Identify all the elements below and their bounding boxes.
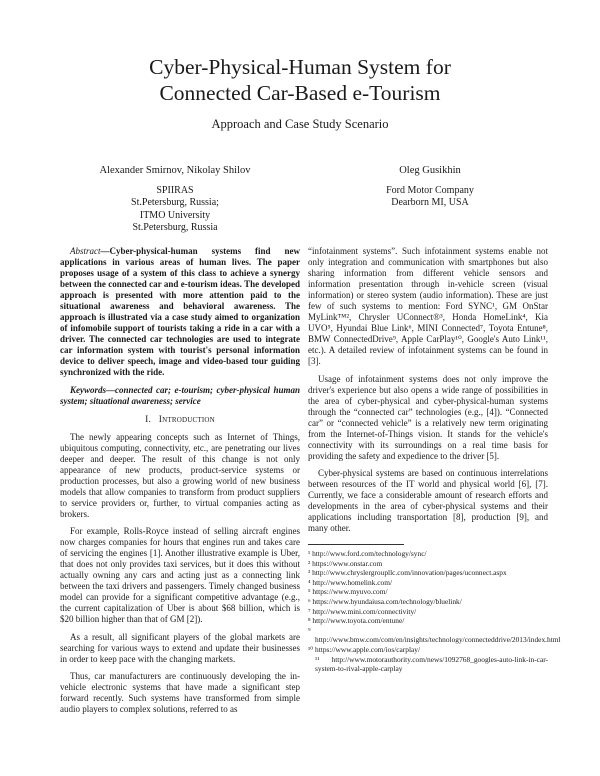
affiliation-line: SPIIRAS <box>156 184 194 196</box>
footnote: ⁸ http://www.toyota.com/entune/ <box>308 616 405 626</box>
body-paragraph: As a result, all significant players of the global markets are searching for various ways to extend and update their businesses in order to keep pace with the changing markets. <box>60 631 300 664</box>
footnote: ⁹ <box>308 625 311 635</box>
footnotes <box>308 549 561 674</box>
body-paragraph: Usage of infotainment systems does not only improve the driver's experience but also opens a wide range of possibilities in the area of cyber-physical and cyber-physical-human systems through the “connected car” technologies (e.g., [4]). “Connected car” or “connected vehicle” is a relatively new term originating from the Internet-of-Things vision. It stands for the vehicle's connectivity with its surroundings on a real time basis for providing the safety and expedience to the driver [5]. <box>308 373 548 461</box>
footnote: ¹⁰ https://www.apple.com/ios/carplay/ <box>308 644 421 654</box>
body-paragraph: Thus, car manufacturers are continuously developing the in-vehicle electronic systems that have made a significant step forward recently. Such systems have transformed from simple audio players to complex solutions, referred to as <box>60 671 300 714</box>
footnote: ¹¹ http://www.motorauthority.com/news/1092768_googles-auto-link-in-car-system-to-rival-apple-carplay <box>315 654 548 674</box>
footnote: ⁷ http://www.mini.com/connectivity/ <box>308 606 417 616</box>
author-names: Oleg Gusikhin <box>399 165 461 176</box>
body-paragraph: Cyber-physical systems are based on continuous interrelations between resources of the IT world and physical world [6], [7]. Currently, we face a considerable amount of research efforts and developments in the area of cyber-physical systems and their applications including transportation [8], production [9], and many other. <box>308 468 548 533</box>
affiliation-line: ITMO University <box>139 209 211 221</box>
footnote: ³ http://www.chryslergroupllc.com/innovation/pages/uconnect.aspx <box>308 568 507 578</box>
footnote-rule <box>308 544 404 545</box>
footnote: ¹ http://www.ford.com/technology/sync/ <box>308 549 427 558</box>
left-column <box>60 246 300 722</box>
keywords: Keywords—connected car; e-tourism; cyber-physical human system; situational awareness; service <box>60 384 300 406</box>
footnote: ⁶ https://www.hyundaiusa.com/technology/bluelink/ <box>308 596 462 606</box>
author-block-right <box>320 165 540 210</box>
author-names: Alexander Smirnov, Nikolay Shilov <box>99 165 251 176</box>
paper-title-line-2: Connected Car-Based e-Tourism <box>159 81 441 105</box>
section-number: I. <box>145 414 152 425</box>
author-block-left <box>60 165 290 235</box>
affiliation-line: St.Petersburg, Russia; <box>131 197 219 208</box>
right-column <box>308 246 561 674</box>
affiliation-line: St.Petersburg, Russia <box>132 222 218 233</box>
section-heading <box>60 415 300 426</box>
affiliation-line: Dearborn MI, USA <box>391 197 469 208</box>
footnote: http://www.bmw.com/com/en/insights/technology/connecteddrive/2013/index.html <box>315 635 561 645</box>
body-paragraph: The newly appearing concepts such as Internet of Things, ubiquitous computing, connectivity, etc., are penetrating our lives deeper and deeper. The result of this change is not only appearance of new products, product-service systems or production processes, but also a growing world of new business models that allow companies to transform from product suppliers to service providers or, further, to virtual companies acting as brokers. <box>60 431 300 519</box>
body-paragraph: For example, Rolls-Royce instead of selling aircraft engines now charges companies for hours that engines run and takes care of servicing the engines [1]. Another illustrative example is Uber, that does not only provides taxi services, but it does this without actually owning any cars and acting just as a connecting link between the taxi drivers and passengers. Timely changed business model can provide for a significant competitive advantage (e.g., the current capitalization of Uber is about $68 billion, which is $20 billion higher than that of GM [2]). <box>60 526 300 624</box>
affiliation-line: Ford Motor Company <box>386 184 474 196</box>
abstract <box>60 246 300 378</box>
footnote: ⁴ http://www.homelink.com/ <box>308 577 393 587</box>
footnote: ² https://www.onstar.com <box>308 558 383 568</box>
body-paragraph: “infotainment systems”. Such infotainment systems enable not only integration and communication with smartphones but also sharing information from different vehicle sensors and information presentation through in-vehicle screen (visual information) or stereo system (audio information). These are just few of such systems to mention: Ford SYNC¹, GM OnStar MyLink™², Chrysler UConnect®³, Honda HomeLink⁴, Kia UVO⁵, Hyundai Blue Link⁶, MINI Connected⁷, Toyota Entune⁸, BMW ConnectedDrive⁹, Apple CarPlay¹⁰, Google's Auto Link¹¹, etc.). A detailed review of infotainment systems can be found in [3]. <box>308 246 548 366</box>
abstract-text: —Cyber-physical-human systems find new applications in various areas of human lives. The paper proposes usage of a system of this class to achieve a synergy between the connected car and e-tourism ideas. The developed approach is presented with more attention paid to the situational awareness and behavioral awareness. The approach is illustrated via a case study aimed to organization of infomobile support of tourists taking a ride in a car with a driver. The connected car technologies are used to integrate car information system with tourist's personal information device to deliver speech, image and video-based tour guiding synchronized with the ride. <box>60 246 300 377</box>
paper-subtitle: Approach and Case Study Scenario <box>211 117 389 131</box>
paper-title-line-1: Cyber-Physical-Human System for <box>149 55 451 79</box>
footnote: ⁵ https://www.myuvo.com/ <box>308 587 388 597</box>
abstract-label: Abstract <box>70 246 101 256</box>
section-title: Introduction <box>158 414 215 425</box>
